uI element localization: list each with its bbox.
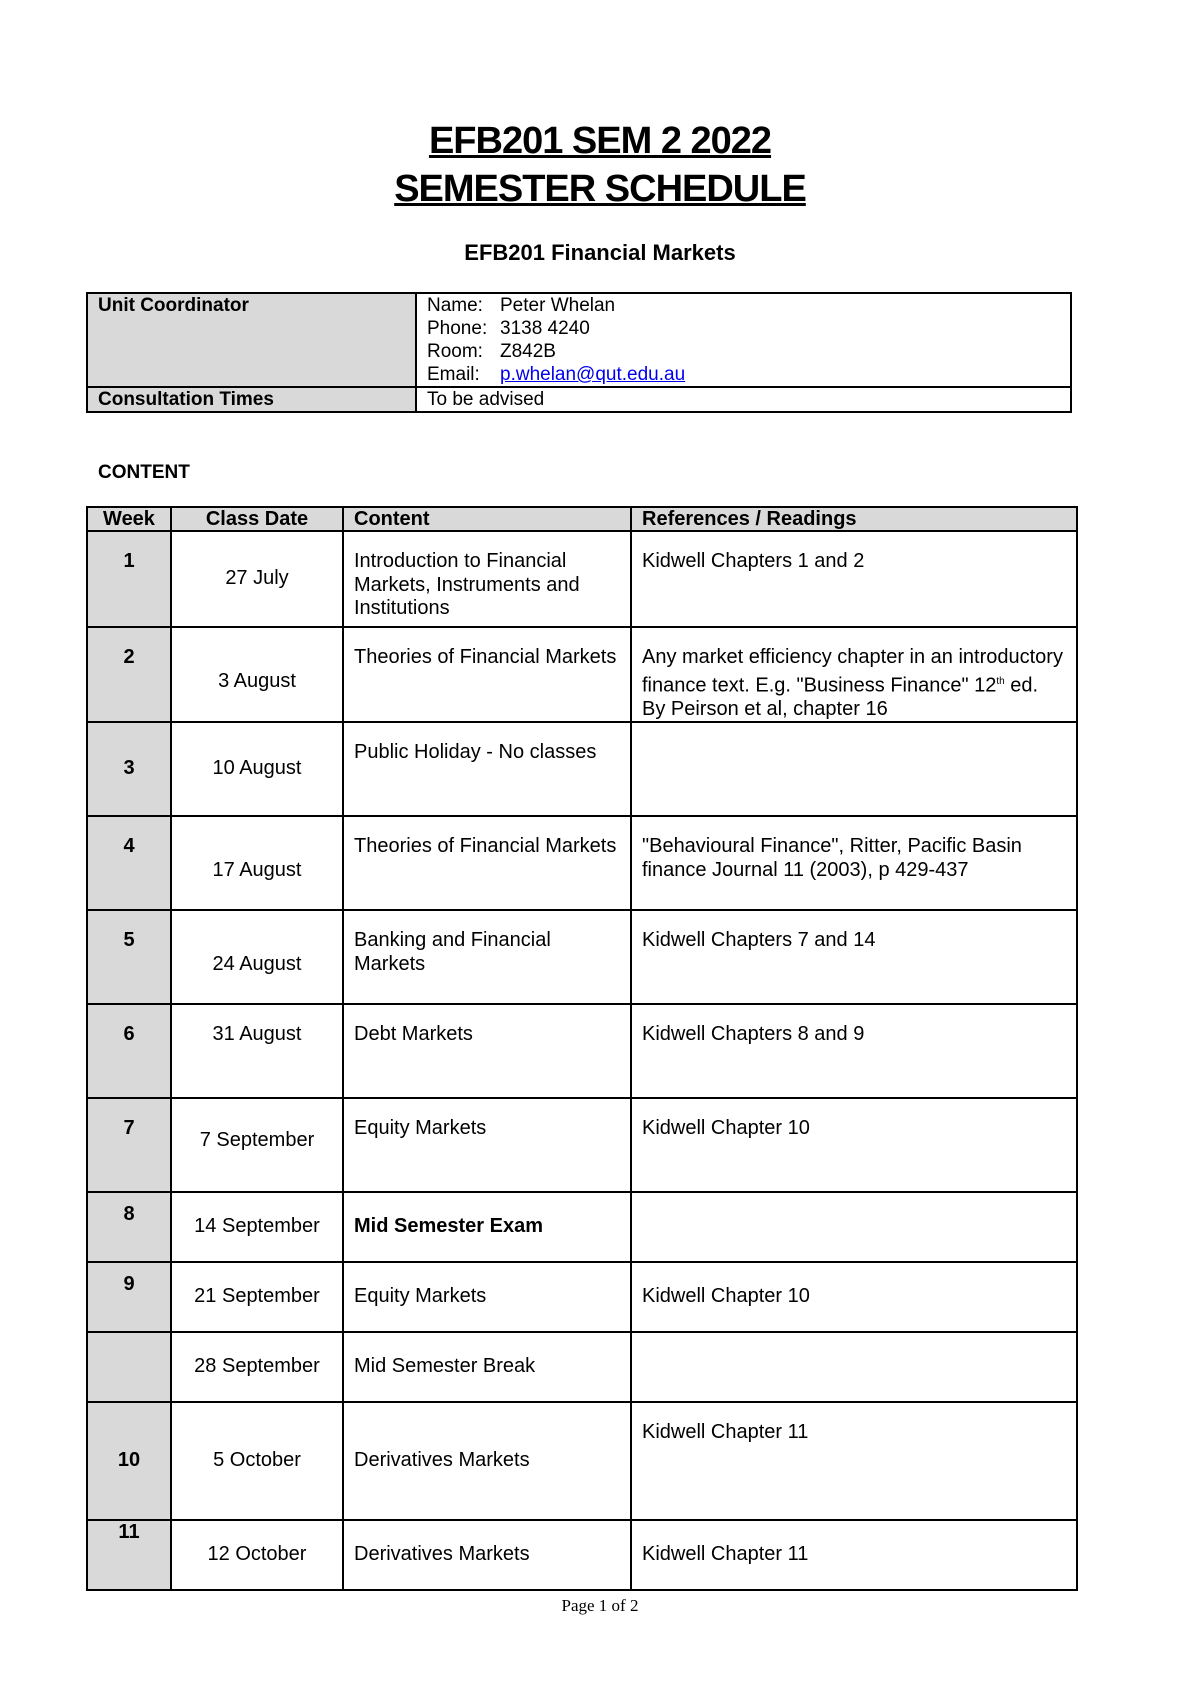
unit-name: EFB201 Financial Markets bbox=[464, 240, 736, 265]
coordinator-details bbox=[416, 293, 1071, 387]
table-row bbox=[87, 1004, 1077, 1098]
content-cell: Mid Semester Break bbox=[343, 1332, 631, 1402]
week-cell: 8 bbox=[87, 1192, 171, 1262]
header-content: Content bbox=[343, 507, 631, 531]
date-cell: 12 October bbox=[171, 1520, 343, 1590]
reference-cell: Kidwell Chapter 10 bbox=[631, 1262, 1077, 1332]
date-cell: 7 September bbox=[171, 1098, 343, 1192]
coordinator-table bbox=[86, 292, 1072, 413]
reference-cell: Kidwell Chapters 8 and 9 bbox=[631, 1004, 1077, 1098]
week-cell: 5 bbox=[87, 910, 171, 1004]
table-row bbox=[87, 1262, 1077, 1332]
date-cell: 21 September bbox=[171, 1262, 343, 1332]
content-cell: Banking and Financial Markets bbox=[343, 910, 631, 1004]
email-link[interactable]: p.whelan@qut.edu.au bbox=[500, 364, 686, 385]
reference-cell bbox=[631, 1332, 1077, 1402]
email-key: Email: bbox=[427, 364, 480, 385]
content-cell: Derivatives Markets bbox=[343, 1520, 631, 1590]
table-row bbox=[87, 722, 1077, 816]
content-cell: Theories of Financial Markets bbox=[343, 627, 631, 722]
table-row bbox=[87, 1520, 1077, 1590]
table-row bbox=[87, 816, 1077, 910]
content-cell: Theories of Financial Markets bbox=[343, 816, 631, 910]
week-cell: 10 bbox=[87, 1402, 171, 1520]
reference-cell bbox=[631, 722, 1077, 816]
date-cell: 27 July bbox=[171, 531, 343, 627]
date-cell: 5 October bbox=[171, 1402, 343, 1520]
reference-cell: Kidwell Chapters 7 and 14 bbox=[631, 910, 1077, 1004]
reference-cell: "Behavioural Finance", Ritter, Pacific Basin finance Journal 11 (2003), p 429-437 bbox=[631, 816, 1077, 910]
content-cell: Equity Markets bbox=[343, 1098, 631, 1192]
table-row bbox=[87, 1192, 1077, 1262]
document-subtitle-heading: SEMESTER SCHEDULE bbox=[394, 168, 806, 210]
name-key: Name: bbox=[427, 295, 483, 316]
room-key: Room: bbox=[427, 341, 483, 362]
week-cell: 9 bbox=[87, 1262, 171, 1332]
header-references: References / Readings bbox=[631, 507, 1077, 531]
date-cell: 24 August bbox=[171, 910, 343, 1004]
table-row bbox=[87, 1332, 1077, 1402]
reference-cell: Kidwell Chapter 11 bbox=[631, 1520, 1077, 1590]
schedule-table bbox=[86, 506, 1078, 1591]
date-cell: 28 September bbox=[171, 1332, 343, 1402]
table-row bbox=[87, 531, 1077, 627]
week-cell: 4 bbox=[87, 816, 171, 910]
phone-value: 3138 4240 bbox=[500, 318, 590, 339]
page-footer: Page 1 of 2 bbox=[561, 1596, 639, 1615]
content-cell: Mid Semester Exam bbox=[343, 1192, 631, 1262]
content-cell: Equity Markets bbox=[343, 1262, 631, 1332]
week-cell: 6 bbox=[87, 1004, 171, 1098]
reference-cell: Any market efficiency chapter in an introductory finance text. E.g. "Business Finance" 12th ed. By Peirson et al, chapter 16 bbox=[631, 627, 1077, 722]
table-row bbox=[87, 910, 1077, 1004]
name-value: Peter Whelan bbox=[500, 295, 616, 316]
date-cell: 31 August bbox=[171, 1004, 343, 1098]
consultation-value: To be advised bbox=[416, 387, 1071, 412]
week-cell: 1 bbox=[87, 531, 171, 627]
table-row bbox=[87, 1402, 1077, 1520]
table-row bbox=[87, 627, 1077, 722]
reference-cell bbox=[631, 1192, 1077, 1262]
week-cell: 3 bbox=[87, 722, 171, 816]
date-cell: 3 August bbox=[171, 627, 343, 722]
content-cell: Public Holiday - No classes bbox=[343, 722, 631, 816]
reference-cell: Kidwell Chapters 1 and 2 bbox=[631, 531, 1077, 627]
content-heading: CONTENT bbox=[98, 462, 190, 483]
week-cell: 2 bbox=[87, 627, 171, 722]
coordinator-label: Unit Coordinator bbox=[87, 293, 416, 387]
document-title: EFB201 SEM 2 2022 bbox=[428, 120, 772, 162]
date-cell: 10 August bbox=[171, 722, 343, 816]
content-cell: Debt Markets bbox=[343, 1004, 631, 1098]
header-week: Week bbox=[87, 507, 171, 531]
date-cell: 17 August bbox=[171, 816, 343, 910]
week-cell: 7 bbox=[87, 1098, 171, 1192]
phone-key: Phone: bbox=[427, 318, 488, 339]
header-class-date: Class Date bbox=[171, 507, 343, 531]
week-cell bbox=[87, 1332, 171, 1402]
content-cell: Derivatives Markets bbox=[343, 1402, 631, 1520]
week-cell: 11 bbox=[87, 1520, 171, 1590]
reference-cell: Kidwell Chapter 11 bbox=[631, 1402, 1077, 1520]
content-cell: Introduction to Financial Markets, Instruments and Institutions bbox=[343, 531, 631, 627]
room-value: Z842B bbox=[500, 341, 556, 362]
table-row bbox=[87, 1098, 1077, 1192]
reference-cell: Kidwell Chapter 10 bbox=[631, 1098, 1077, 1192]
date-cell: 14 September bbox=[171, 1192, 343, 1262]
consultation-label: Consultation Times bbox=[87, 387, 416, 412]
